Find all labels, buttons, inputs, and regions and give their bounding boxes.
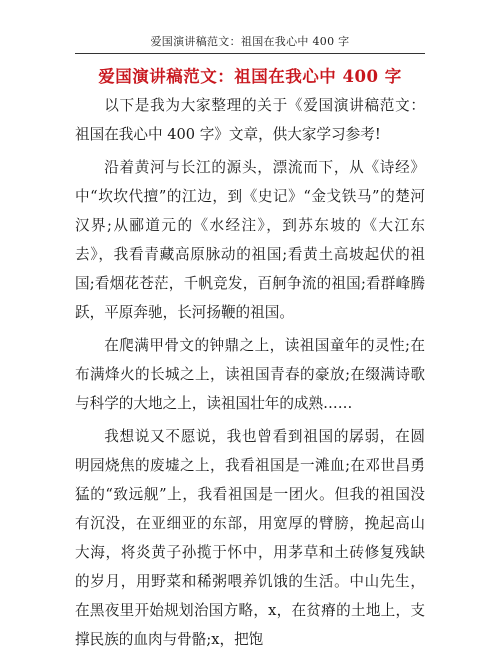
running-header: 爱国演讲稿范文：祖国在我心中 400 字 bbox=[150, 35, 350, 48]
document-title: 爱国演讲稿范文：祖国在我心中 400 字 bbox=[98, 67, 402, 86]
paragraph-history: 在爬满甲骨文的钟鼎之上，读祖国童年的灵性;在布满烽火的长城之上，读祖国青春的豪放;在缀满诗歌与科学的大地之上，读祖国壮年的成熟…… bbox=[75, 337, 425, 412]
paragraph-intro: 以下是我为大家整理的关于《爱国演讲稿范文：祖国在我心中 400 字》文章，供大家学习参考! bbox=[75, 97, 425, 143]
paragraph-rivers: 沿着黄河与长江的源头，漂流而下，从《诗经》中“坎坎代擅”的江边，到《史记》“金戈铁马”的楚河汉界;从郦道元的《水经注》，到苏东坡的《大江东去》，我看青藏高原脉动的祖国;看黄土高坡起伏的祖国;看烟花苍茫，千帆竞发，百舸争流的祖国;看群峰腾跃，平原奔驰，长河扬鞭的祖国。 bbox=[75, 159, 425, 321]
header-divider bbox=[75, 53, 425, 54]
paragraph-hardship: 我想说又不愿说，我也曾看到祖国的孱弱，在圆明园烧焦的废墟之上，我看祖国是一滩血;在邓世昌勇猛的“致远舰”上，我看祖国是一团火。但我的祖国没有沉没，在亚细亚的东部，用宽厚的臂膀，挽起高山大海，将炎黄子孙揽于怀中，用茅草和土砖修复残缺的岁月，用野菜和稀粥喂养饥饿的生活。中山先生，在黑夜里开始规划治国方略，x，在贫瘠的土地上，支撑民族的血肉与骨骼;x，把饱 bbox=[75, 428, 425, 648]
document-body bbox=[75, 91, 425, 654]
